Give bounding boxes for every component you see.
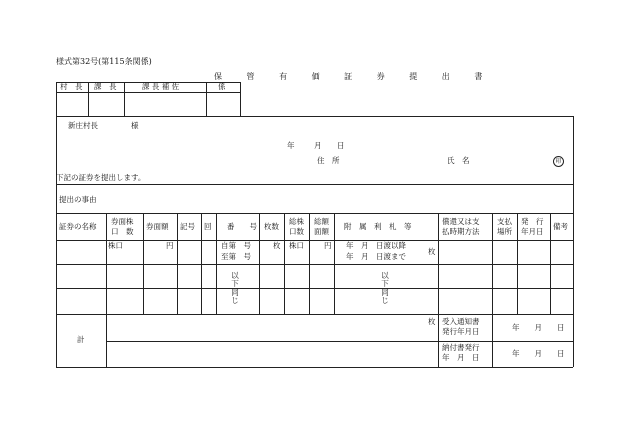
- row1-coupon-to: 年 月 日渡まで: [346, 252, 406, 261]
- header-payment-place-2: 場所: [497, 227, 512, 236]
- date-year: 年: [287, 141, 295, 150]
- header-issue-date-2: 年月日: [521, 227, 544, 236]
- payment-doc-label-2: 年 月 日: [442, 353, 480, 362]
- addressee: 新庄村長: [68, 121, 98, 130]
- header-total-amount-2: 面額: [314, 227, 329, 236]
- row1-unit-yen: 円: [166, 241, 174, 250]
- payment-doc-date: 年 月 日: [512, 349, 565, 358]
- total-label: 計: [77, 335, 85, 344]
- header-face-shares-2: 口 数: [111, 227, 134, 236]
- header-number: 番 号: [227, 222, 257, 231]
- header-issue-date: 発 行: [521, 217, 544, 226]
- receipt-notice-label: 受入通知書: [442, 317, 480, 326]
- date-month: 月: [314, 141, 322, 150]
- form-number: 様式第32号(第115条関係): [56, 57, 152, 66]
- header-face-shares: 券面株: [111, 217, 134, 226]
- header-security-name: 証券の名称: [59, 222, 97, 231]
- header-total-shares-2: 口数: [289, 227, 304, 236]
- same-below-number: 以 下 同 じ: [231, 271, 239, 306]
- name-label: 氏 名: [447, 156, 470, 165]
- seal-icon: 印: [553, 156, 564, 167]
- header-coupons: 附 属 利 札 等: [344, 222, 412, 231]
- row1-unit-yen2: 円: [324, 241, 332, 250]
- header-total-amount: 総額: [314, 217, 329, 226]
- payment-doc-label: 納付書発行: [442, 343, 480, 352]
- approval-assistant: 課 長 補 佐: [142, 82, 180, 91]
- row1-unit-sheets2: 枚: [428, 247, 436, 256]
- header-payment-place: 支払: [497, 217, 512, 226]
- statement: 下記の証券を提出します。: [56, 173, 146, 182]
- row1-unit-shares: 株口: [108, 241, 123, 250]
- header-symbol: 記号: [180, 222, 195, 231]
- receipt-notice-date: 年 月 日: [512, 323, 565, 332]
- date-day: 日: [337, 141, 345, 150]
- header-total-shares: 総株: [289, 217, 304, 226]
- row1-from-no: 自第 号: [221, 241, 251, 250]
- total-sheets: 枚: [428, 317, 436, 326]
- same-below-coupons: 以 下 同 じ: [381, 271, 389, 306]
- row1-unit-shares2: 株口: [289, 241, 304, 250]
- header-remarks: 備考: [553, 222, 568, 231]
- header-redemption-2: 払時期方法: [442, 227, 480, 236]
- reason-label: 提出の事由: [59, 195, 97, 204]
- header-redemption: 償還又は支: [442, 217, 480, 226]
- address-label: 住 所: [317, 156, 340, 165]
- row1-unit-sheets: 枚: [273, 241, 281, 250]
- row1-to-no: 至第 号: [221, 252, 251, 261]
- page-title: 保 管 有 価 証 券 提 出 書: [214, 72, 494, 81]
- row1-coupon-from: 年 月 日渡以降: [346, 241, 406, 250]
- honorific: 様: [131, 121, 139, 130]
- approval-clerk: 係: [218, 82, 226, 91]
- header-times: 回: [204, 222, 212, 231]
- approval-village-chief: 村 長: [60, 82, 83, 91]
- receipt-notice-label-2: 発行年月日: [442, 327, 480, 336]
- approval-section-chief: 課 長: [94, 82, 117, 91]
- header-face-amount: 券面額: [146, 222, 169, 231]
- header-count: 枚数: [264, 222, 279, 231]
